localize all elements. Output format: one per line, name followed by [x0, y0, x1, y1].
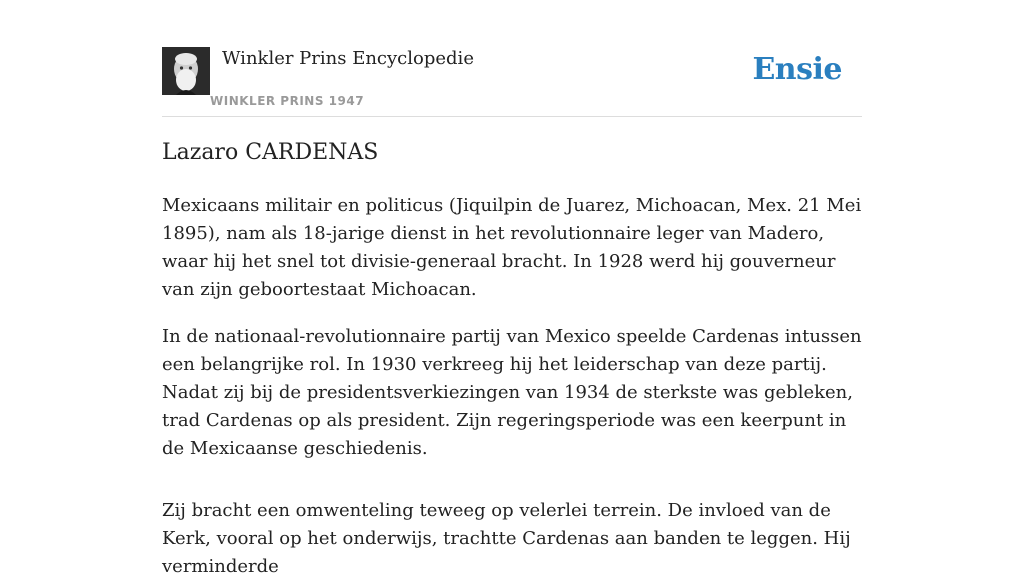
- paragraph-spacer: [162, 482, 872, 497]
- article-paragraph: Mexicaans militair en politicus (Jiquilpin de Juarez, Michoacan, Mex. 21 Mei 1895), nam als 18-jarige dienst in het revolutionnaire leger van Madero, waar hij het snel tot divisie-generaal bracht. In 1928 werd hij gouverneur van zijn geboortestaat Michoacan.: [162, 195, 862, 300]
- portrait-graphic: [162, 47, 210, 95]
- site-header: [162, 44, 862, 117]
- article-paragraph: In de nationaal-revolutionnaire partij van Mexico speelde Cardenas intussen een belangrijke rol. In 1930 verkreeg hij het leiderschap van deze partij. Nadat zij bij de presidentsverkiezingen van 1934 de sterkste was gebleken, trad Cardenas op als president. Zijn regeringsperiode was een keerpunt in de Mexicaanse geschiedenis.: [162, 326, 862, 459]
- article-title: Lazaro CARDENAS: [162, 140, 379, 165]
- collection-label[interactable]: WINKLER PRINS 1947: [210, 94, 365, 108]
- site-name[interactable]: Winkler Prins Encyclopedie: [222, 48, 474, 69]
- article-body: [162, 192, 872, 581]
- brand-logo[interactable]: Ensie: [752, 52, 842, 87]
- article-paragraph: Zij bracht een omwenteling teweeg op velerlei terrein. De invloed van de Kerk, vooral op het onderwijs, trachtte Cardenas aan banden te leggen. Hij verminderde: [162, 500, 851, 577]
- portrait-avatar-icon[interactable]: [162, 47, 210, 95]
